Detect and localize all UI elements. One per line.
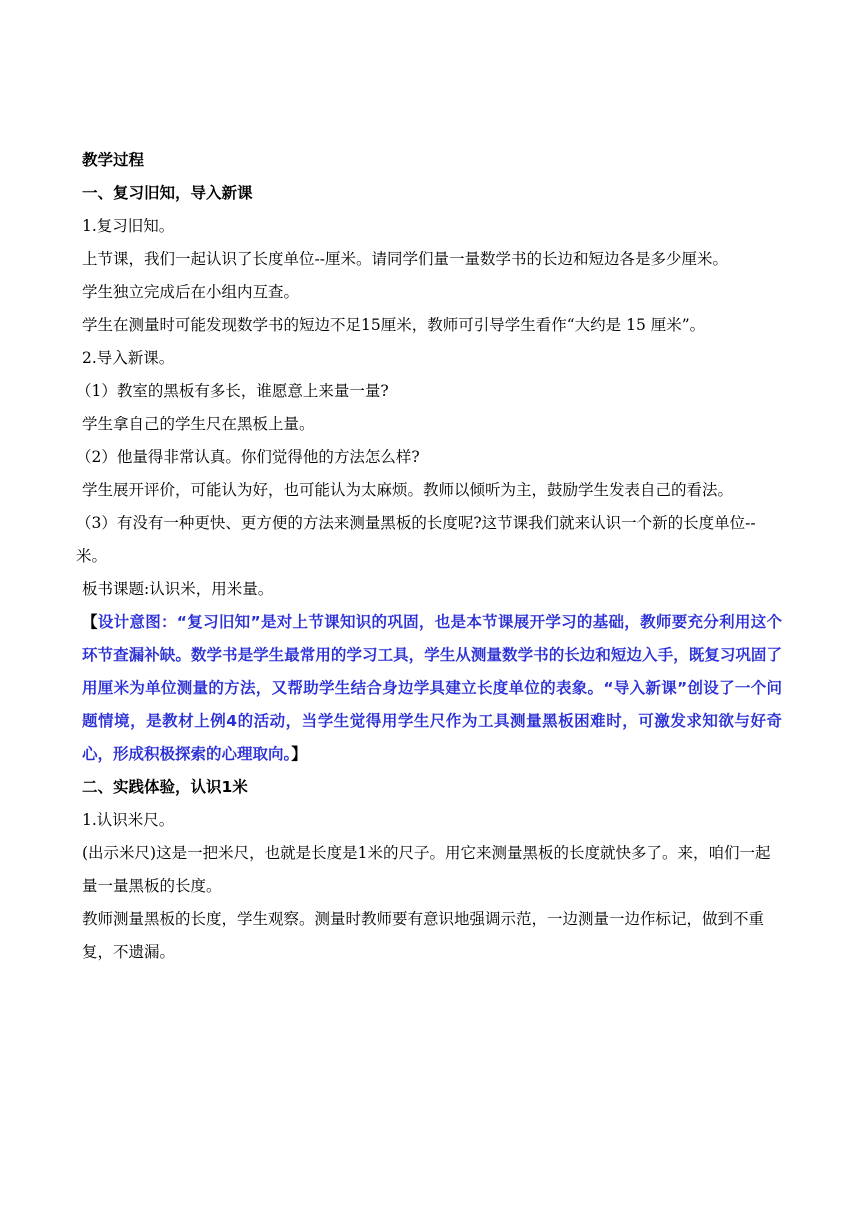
paragraph: 学生拿自己的学生尺在黑板上量。	[82, 415, 315, 433]
paragraph: 学生独立完成后在小组内互查。	[82, 283, 300, 301]
design-close-bracket: 】	[291, 745, 307, 763]
page-heading: 教学过程	[82, 151, 145, 169]
paragraph: 教师测量黑板的长度，学生观察。测量时教师要有意识地强调示范，一边测量一边作标记，做到不重复，不遗漏。	[82, 910, 765, 961]
paragraph: 1.认识米尺。	[82, 811, 175, 829]
design-intent-note	[82, 606, 782, 771]
design-intent-text: 设计意图：“复习旧知”是对上节课知识的巩固，也是本节课展开学习的基础，教师要充分利用这个环节查漏补缺。数学书是学生最常用的学习工具，学生从测量数学书的长边和短边入手，既复习巩固了用厘米为单位测量的方法，又帮助学生结合身边学具建立长度单位的表象。“导入新课”创设了一个问题情境，是教材上例4的活动，当学生觉得用学生尺作为工具测量黑板困难时，可激发求知欲与好奇心，形成积极探索的心理取向。	[82, 613, 782, 763]
paragraph: 板书课题:认识米，用米量。	[82, 580, 274, 598]
document-page	[76, 144, 782, 969]
section-title-practice: 二、实践体验，认识1米	[82, 778, 248, 796]
section-title-review: 一、复习旧知，导入新课	[82, 184, 253, 202]
paragraph: 学生展开评价，可能认为好，也可能认为太麻烦。教师以倾听为主，鼓励学生发表自己的看法。	[82, 481, 734, 499]
paragraph: （1）教室的黑板有多长，谁愿意上来量一量?	[76, 382, 389, 400]
paragraph: 上节课，我们一起认识了长度单位--厘米。请同学们量一量数学书的长边和短边各是多少厘米。	[82, 250, 728, 268]
paragraph: 2.导入新课。	[82, 349, 175, 367]
paragraph: 学生在测量时可能发现数学书的短边不足15厘米，教师可引导学生看作“大约是 15 厘米”。	[82, 316, 706, 334]
paragraph: 1.复习旧知。	[82, 217, 175, 235]
paragraph: (出示米尺)这是一把米尺，也就是长度是1米的尺子。用它来测量黑板的长度就快多了。来，咱们一起量一量黑板的长度。	[82, 844, 771, 895]
design-open-bracket: 【	[82, 613, 98, 631]
paragraph: （3）有没有一种更快、更方便的方法来测量黑板的长度呢?这节课我们就来认识一个新的长度单位--米。	[76, 514, 756, 565]
paragraph: （2）他量得非常认真。你们觉得他的方法怎么样?	[76, 448, 420, 466]
